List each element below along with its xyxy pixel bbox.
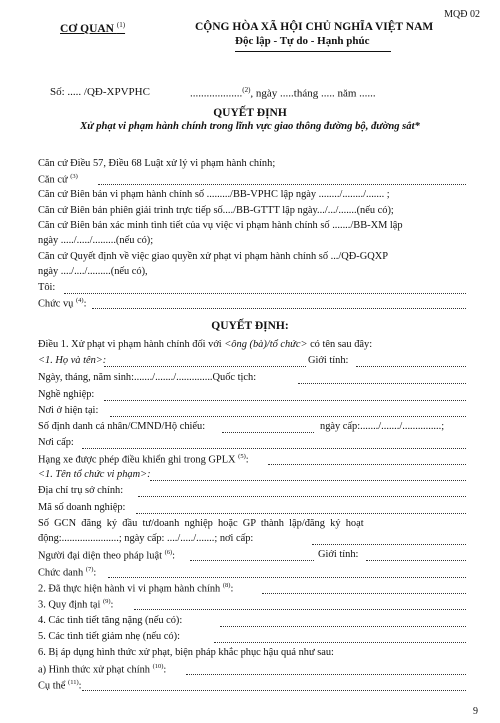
republic-heading: CỘNG HÒA XÃ HỘI CHỦ NGHĨA VIỆT NAM [195, 21, 434, 33]
license-class-label: Hạng xe được phép điều khiển ghi trong GPLX [38, 454, 236, 466]
dot-leader [104, 366, 306, 367]
org-header: <1. Tên tổ chức vi phạm>: [38, 469, 151, 480]
place-blank: ................... [190, 87, 243, 100]
item-6-line: 6. Bị áp dụng hình thức xử phạt, biện pháp khắc phục hậu quả như sau: [38, 647, 334, 658]
item-6a-label: a) Hình thức xử phạt chính [38, 664, 150, 676]
motto-underline [235, 51, 391, 52]
org-header-line [38, 469, 468, 480]
dob-line: Ngày, tháng, năm sinh:......./......./..............Quốc tịch: [38, 372, 257, 383]
item-3-line: 3. Quy định tại $^{(9)}$: [38, 598, 114, 611]
dot-leader [222, 432, 314, 433]
item-5-line: 5. Các tình tiết giảm nhẹ (nếu có): [38, 631, 180, 642]
item-3-label: 3. Quy định tại [38, 599, 101, 611]
dot-leader [110, 416, 466, 417]
date-blank: , ngày .....tháng ..... năm ...... [250, 87, 376, 100]
rep-label: Người đại diện theo pháp luật [38, 550, 162, 562]
dot-leader [356, 366, 466, 367]
gender-label: Giới tính: [308, 355, 349, 366]
dot-leader [134, 609, 466, 610]
document-subtitle: Xử phạt vi phạm hành chính trong lĩnh vực giao thông đường bộ, đường sắt* [80, 121, 420, 132]
dot-leader [82, 690, 466, 691]
dot-leader [150, 480, 466, 481]
article-1-subject: <ông (bà)/tổ chức> [224, 339, 308, 350]
biz-no-line: Mã số doanh nghiệp: [38, 502, 126, 513]
place-date [190, 86, 376, 100]
basis-line-1: Căn cứ Điều 57, Điều 68 Luật xử lý vi phạm hành chính; [38, 158, 276, 169]
item-2-label: 2. Đã thực hiện hành vi vi phạm hành chính [38, 583, 221, 595]
dot-leader [136, 513, 466, 514]
item-6a-line: a) Hình thức xử phạt chính $^{(10)}$: [38, 663, 167, 676]
note-4: (4) [75, 297, 84, 304]
note-3: (3) [70, 173, 78, 180]
agency-name: CƠ QUAN [60, 22, 114, 35]
decision-number: Số: ..... /QĐ-XPVPHC [50, 86, 150, 98]
basis-line-7: Căn cứ Quyết định về việc giao quyền xử phạt vi phạm hành chính số .../QĐ-GQXP [38, 251, 389, 262]
section-title: QUYẾT ĐỊNH: [211, 320, 289, 332]
basis-line-3: Căn cứ Biên bản vi phạm hành chính số ........./BB-VPHC lập ngày ......../......../....... ; [38, 189, 390, 200]
note-6: (6) [164, 549, 173, 556]
signer-title-label: Chức vụ [38, 298, 74, 310]
dot-leader [108, 577, 466, 578]
note-5: (5) [238, 453, 246, 460]
dot-leader [138, 496, 466, 497]
dot-leader [64, 293, 466, 294]
basis-line-8: ngày ..../..../.........(nếu có), [38, 266, 148, 277]
dot-leader [312, 544, 466, 545]
note-10: (10) [152, 663, 164, 670]
item-6b-label: Cụ thể [38, 680, 66, 692]
hq-line: Địa chỉ trụ sở chính: [38, 485, 124, 496]
article-1-line [38, 339, 468, 350]
gcn-line-1: Số GCN đăng ký đầu tư/doanh nghiệp hoặc GP thành lập/đăng ký hoạt [38, 518, 364, 529]
signer-name: Tôi: [38, 282, 56, 293]
note-8: (8) [222, 582, 231, 589]
issue-place-line: Nơi cấp: [38, 437, 74, 448]
dot-leader [366, 560, 466, 561]
agency-label [60, 21, 125, 35]
note-9: (9) [102, 598, 111, 605]
gcn-line-2: động:......................; ngày cấp: ..../...../.......; nơi cấp: [38, 533, 254, 544]
dot-leader [82, 448, 466, 449]
motto: Độc lập - Tự do - Hạnh phúc [235, 35, 370, 47]
rep-line: Người đại diện theo pháp luật $^{(6)}$: [38, 549, 176, 562]
item-6b-line: Cụ thể $^{(11)}$: [38, 679, 82, 692]
job-line: Nghề nghiệp: [38, 389, 95, 400]
person-header: <1. Họ và tên>: [38, 355, 107, 366]
agency-note: (1) [116, 21, 126, 29]
document-title: QUYẾT ĐỊNH [213, 107, 287, 119]
article-1-tail: có tên sau đây: [307, 339, 373, 350]
dot-leader [92, 308, 466, 309]
form-code: MQĐ 02 [444, 9, 480, 20]
place-note: (2) [242, 86, 251, 94]
dot-leader [104, 400, 466, 401]
article-1-text: Điều 1. Xử phạt vi phạm hành chính đối với [38, 339, 225, 350]
rep-title-line: Chức danh $^{(7)}$: [38, 566, 97, 579]
note-7: (7) [85, 566, 94, 573]
dot-leader [98, 184, 466, 185]
dot-leader [190, 560, 314, 561]
license-class-line: Hạng xe được phép điều khiển ghi trong GPLX $^{(5)}$: [38, 453, 249, 466]
dot-leader [268, 464, 466, 465]
id-date: ngày cấp:......./......./...............; [320, 421, 445, 432]
basis-label: Căn cứ [38, 174, 68, 186]
rep-title-label: Chức danh [38, 567, 84, 579]
id-line: Số định danh cá nhân/CMND/Hộ chiếu: [38, 421, 206, 432]
dot-leader [186, 674, 466, 675]
dot-leader [214, 642, 466, 643]
basis-line-5: Căn cứ Biên bản xác minh tình tiết của vụ việc vi phạm hành chính số ......./BB-XM lập [38, 220, 403, 231]
note-11: (11) [68, 679, 79, 686]
item-2-line: 2. Đã thực hiện hành vi vi phạm hành chính $^{(8)}$: [38, 582, 234, 595]
dot-leader [298, 383, 466, 384]
dot-leader [220, 626, 466, 627]
dot-leader [262, 593, 466, 594]
page-number: 9 [473, 706, 478, 717]
item-4-line: 4. Các tình tiết tăng nặng (nếu có): [38, 615, 183, 626]
basis-line-6: ngày ...../...../.........(nếu có); [38, 235, 154, 246]
address-line: Nơi ở hiện tại: [38, 405, 99, 416]
rep-gender: Giới tính: [318, 549, 359, 560]
basis-line-4: Căn cứ Biên bản phiên giải trình trực tiếp số..../BB-GTTT lập ngày.../.../.......(nếu có); [38, 205, 394, 216]
signer-title: Chức vụ $^{(4)}$: [38, 297, 87, 310]
